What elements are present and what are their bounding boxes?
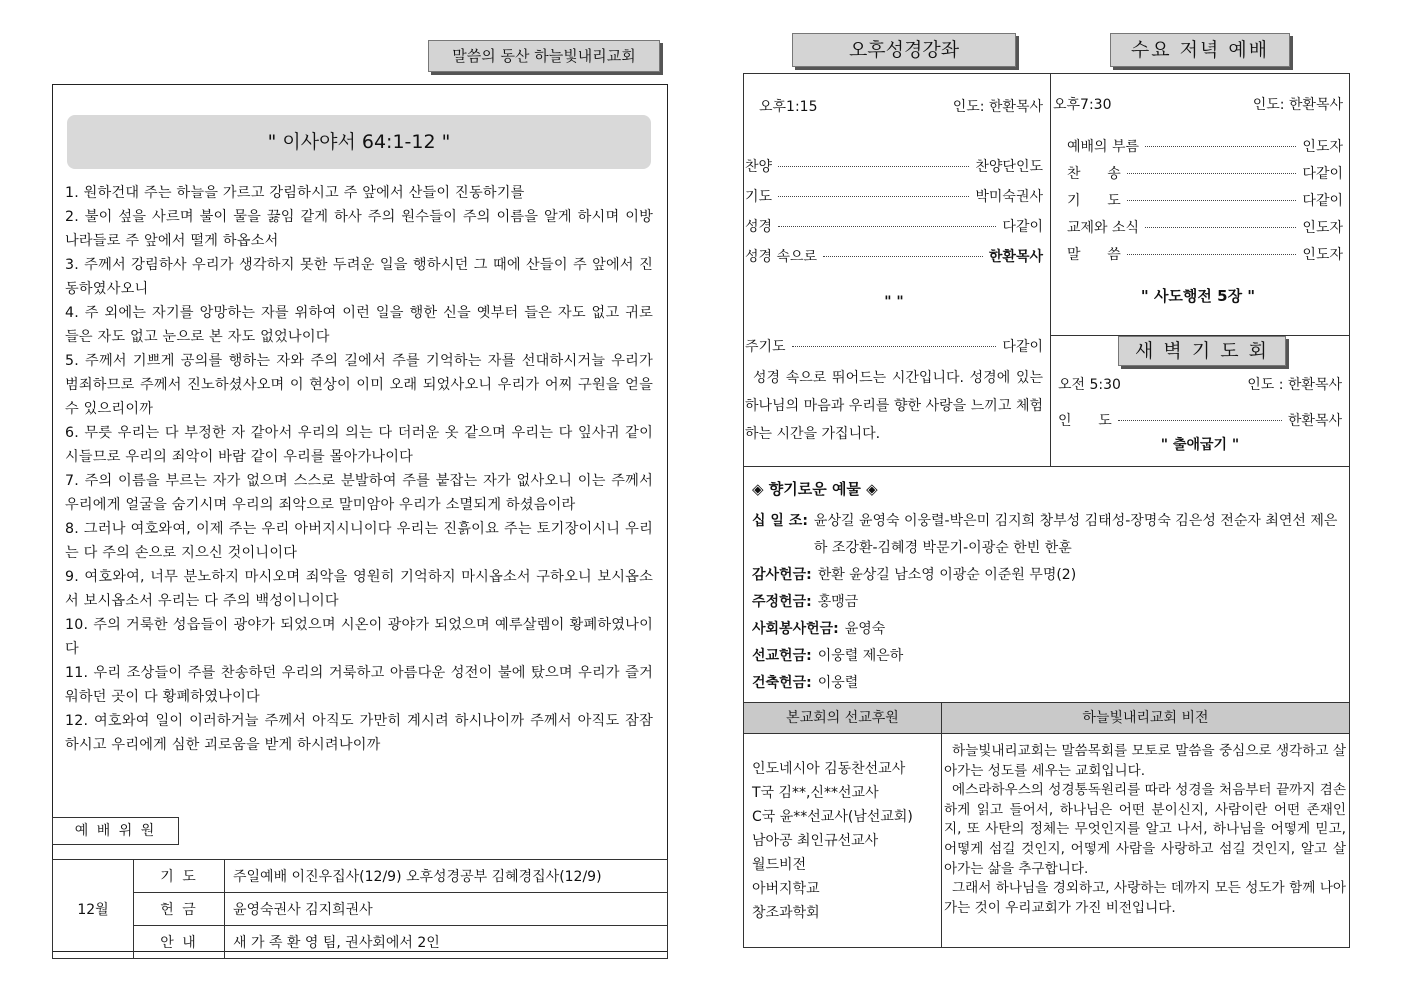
verse-1: 1. 원하건대 주는 하늘을 가르고 강림하시고 주 앞에서 산들이 진동하기를 bbox=[65, 185, 525, 201]
verse-6: 6. 무릇 우리는 다 부정한 자 같아서 우리의 의는 다 더러운 옷 같으며 우리는 다 잎사귀 같이 시들므로 우리의 죄악이 바람 같이 우리를 몰아가나이다 bbox=[65, 425, 653, 465]
verse-4: 4. 주 외에는 자기를 앙망하는 자를 위하여 이런 일을 행한 신을 옛부터 들은 자도 없고 귀로 들은 자도 없고 눈으로 본 자도 없었나이다 bbox=[65, 305, 653, 345]
scripture-title: " 이사야서 64:1-12 " bbox=[267, 131, 451, 153]
offering-row bbox=[752, 562, 1346, 589]
verse-2: 2. 불이 섶을 사르며 불이 물을 끓임 같게 하사 주의 원수들이 주의 이름을 알게 하시며 이방 나라들로 주 앞에서 떨게 하옵소서 bbox=[65, 209, 653, 249]
wednesday-sermon: " 사도행전 5장 " bbox=[1140, 287, 1256, 305]
vision-paragraph: 에스라하우스의 성경통독원리를 따라 성경을 처음부터 끝까지 겸손하게 읽고 들어서, 하나님은 어떤 분이신지, 사람이란 어떤 존재인지, 또 사탄의 정체는 무엇인지를 알고 나서, 하나님을 어떻게 믿고, 어떻게 섬길 것인지, 어떻게 사람을 사랑하고 섬길 것인지, 알고 살아가는 삶을 추구합니다. bbox=[944, 782, 1346, 877]
order-label: 예배의 부름 bbox=[1067, 139, 1140, 155]
mission-item: 인도네시아 김동찬선교사 bbox=[752, 761, 906, 777]
order-item bbox=[1058, 410, 1342, 436]
order-item bbox=[745, 186, 1043, 216]
order-label: 성경 속으로 bbox=[745, 249, 818, 265]
verse-5: 5. 주께서 기쁘게 공의를 행하는 자와 주의 길에서 주를 기억하는 자를 선대하시거늘 우리가 범죄하므로 주께서 진노하셨사오며 이 현상이 이미 오래 되었사오니 우리가 어찌 구원을 얻을 수 있으리이까 bbox=[65, 353, 653, 417]
order-value: 박미숙권사 bbox=[975, 189, 1043, 205]
dawn-title-badge: 새 벽 기 도 회 bbox=[1118, 336, 1286, 366]
verse-3: 3. 주께서 강림하사 우리가 생각하지 못한 두려운 일을 행하시던 그 때에 산들이 주 앞에서 진동하였사오니 bbox=[65, 257, 653, 297]
offering-label: 선교헌금: bbox=[752, 648, 812, 664]
offering-label: 감사헌금: bbox=[752, 567, 812, 583]
order-value: 다같이 bbox=[1002, 339, 1043, 355]
committee-role: 헌 금 bbox=[134, 893, 225, 926]
order-item bbox=[745, 246, 1043, 276]
wednesday-leader: 인도: 한환목사 bbox=[1252, 97, 1343, 113]
verse-12: 12. 여호와여 일이 이러하거늘 주께서 아직도 가만히 계시려 하시나이까 주께서 아직도 잠잠하시고 우리에게 심한 괴로움을 받게 하시려나이까 bbox=[65, 713, 653, 753]
dawn-time: 오전 5:30 bbox=[1058, 377, 1121, 393]
order-value: 인도자 bbox=[1302, 139, 1343, 155]
mission-vision-divider bbox=[941, 703, 942, 948]
wednesday-section bbox=[1053, 94, 1343, 306]
order-value: 다같이 bbox=[1002, 219, 1043, 235]
offering-label: 십 일 조: bbox=[752, 513, 808, 529]
verse-list bbox=[65, 181, 653, 757]
verse-7: 7. 주의 이름을 부르는 자가 없으며 스스로 분발하여 주를 붙잡는 자가 없사오니 이는 주께서 우리에게 얼굴을 숨기시며 우리의 죄악으로 말미암아 우리가 소멸되게 하셨음이라 bbox=[65, 473, 653, 513]
column-divider bbox=[1050, 73, 1051, 466]
offering-label: 사회봉사헌금: bbox=[752, 621, 839, 637]
offering-title: ◈ 향기로운 예물 ◈ bbox=[752, 480, 878, 498]
mission-item: 창조과학회 bbox=[752, 905, 820, 921]
afternoon-leader: 인도: 한환목사 bbox=[952, 99, 1043, 115]
order-item bbox=[745, 156, 1043, 186]
offering-label: 건축헌금: bbox=[752, 675, 812, 691]
mission-item: 월드비전 bbox=[752, 857, 807, 873]
offering-row bbox=[752, 508, 1346, 562]
order-label: 기 도 bbox=[1067, 193, 1121, 209]
committee-table bbox=[52, 859, 668, 959]
order-label: 교제와 소식 bbox=[1067, 220, 1140, 236]
order-label: 찬양 bbox=[745, 159, 773, 175]
verse-11: 11. 우리 조상들이 주를 찬송하던 우리의 거룩하고 아름다운 성전이 불에 탔으며 우리가 즐거워하던 곳이 다 황폐하였나이다 bbox=[65, 665, 653, 705]
order-value: 찬양단인도 bbox=[975, 159, 1043, 175]
committee-value: 주일예배 이진우집사(12/9) 오후성경공부 김혜경집사(12/9) bbox=[225, 860, 668, 893]
month-cell: 12월 bbox=[53, 860, 134, 959]
verse-9: 9. 여호와여, 너무 분노하지 마시오며 죄악을 영원히 기억하지 마시옵소서 구하오니 보시옵소서 보시옵소서 우리는 다 주의 백성이니이다 bbox=[65, 569, 653, 609]
committee-label: 예 배 위 원 bbox=[52, 817, 179, 845]
offering-row bbox=[752, 643, 1346, 670]
afternoon-section bbox=[745, 96, 1043, 448]
order-value: 한환목사 bbox=[1287, 413, 1342, 429]
order-value: 인도자 bbox=[1302, 247, 1343, 263]
offering-names: 윤영숙 bbox=[844, 621, 886, 637]
mission-item: 남아공 최인규선교사 bbox=[752, 833, 879, 849]
order-item bbox=[745, 216, 1043, 246]
dawn-section bbox=[1058, 374, 1342, 454]
order-label: 성경 bbox=[745, 219, 773, 235]
order-value: 다같이 bbox=[1302, 193, 1343, 209]
order-label: 찬 송 bbox=[1067, 166, 1121, 182]
dawn-sermon: " 출애굽기 " bbox=[1160, 437, 1240, 453]
committee-value: 윤영숙권사 김지희권사 bbox=[225, 893, 668, 926]
vision-text bbox=[944, 742, 1346, 918]
table-row bbox=[53, 926, 668, 959]
order-item bbox=[1067, 244, 1343, 271]
order-value: 다같이 bbox=[1302, 166, 1343, 182]
offering-names: 한환 윤상길 남소영 이광순 이준원 무명(2) bbox=[817, 567, 1077, 583]
wednesday-time: 오후7:30 bbox=[1053, 97, 1112, 113]
afternoon-quote: " " bbox=[884, 294, 904, 310]
vision-paragraph: 하늘빛내리교회는 말씀목회를 모토로 말씀을 중심으로 생각하고 살아가는 성도를 세우는 교회입니다. bbox=[944, 743, 1346, 779]
scripture-title-banner bbox=[67, 115, 651, 169]
mission-item: 아버지학교 bbox=[752, 881, 820, 897]
offering-section bbox=[752, 478, 1346, 697]
order-value: 인도자 bbox=[1302, 220, 1343, 236]
order-value: 한환목사 bbox=[988, 249, 1043, 265]
order-item bbox=[1067, 217, 1343, 244]
committee-role: 기 도 bbox=[134, 860, 225, 893]
scripture-panel bbox=[52, 84, 668, 952]
table-row bbox=[53, 860, 668, 893]
order-item bbox=[1067, 163, 1343, 190]
order-label: 주기도 bbox=[745, 339, 786, 355]
order-item bbox=[745, 336, 1043, 366]
offering-row bbox=[752, 670, 1346, 697]
mission-list bbox=[752, 757, 938, 925]
dawn-leader: 인도 : 한환목사 bbox=[1247, 377, 1342, 393]
verse-8: 8. 그러나 여호와여, 이제 주는 우리 아버지시니이다 우리는 진흙이요 주는 토기장이시니 우리는 다 주의 손으로 지으신 것이니이다 bbox=[65, 521, 653, 561]
order-item bbox=[1067, 136, 1343, 163]
wednesday-title-badge: 수요 저녁 예배 bbox=[1110, 33, 1290, 67]
offering-row bbox=[752, 616, 1346, 643]
afternoon-title-badge: 오후성경강좌 bbox=[792, 33, 1016, 67]
offering-row bbox=[752, 589, 1346, 616]
church-brand-badge: 말씀의 동산 하늘빛내리교회 bbox=[428, 40, 660, 72]
order-label: 말 씀 bbox=[1067, 247, 1121, 263]
table-row bbox=[53, 893, 668, 926]
verse-10: 10. 주의 거룩한 성읍들이 광야가 되었으며 시온이 광야가 되었으며 예루살렘이 황폐하였나이다 bbox=[65, 617, 653, 657]
committee-role: 안 내 bbox=[134, 926, 225, 959]
order-item bbox=[1067, 190, 1343, 217]
vision-paragraph: 그래서 하나님을 경외하고, 사랑하는 데까지 모든 성도가 함께 나아가는 것이 우리교회가 가진 비전입니다. bbox=[944, 880, 1346, 916]
mission-item: C국 윤**선교사(남선교회) bbox=[752, 809, 913, 825]
mission-item: T국 김**,신**선교사 bbox=[752, 785, 879, 801]
offering-names: 이웅렬 제은하 bbox=[817, 648, 904, 664]
section-divider bbox=[743, 466, 1350, 467]
committee-value: 새 가 족 환 영 팀, 권사회에서 2인 bbox=[225, 926, 668, 959]
offering-names: 윤상길 윤영숙 이웅렬-박은미 김지희 창부성 김태성-장명숙 김은성 전순자 최연선 제은하 조강환-김혜경 박문기-이광순 한빈 한훈 bbox=[813, 513, 1338, 556]
afternoon-time: 오후1:15 bbox=[759, 99, 818, 115]
afternoon-description: 성경 속으로 뛰어드는 시간입니다. 성경에 있는 하나님의 마음과 우리를 향한 사랑을 느끼고 체험하는 시간을 가집니다. bbox=[745, 370, 1043, 442]
mission-header: 본교회의 선교후원 bbox=[744, 703, 941, 734]
offering-label: 주정헌금: bbox=[752, 594, 812, 610]
vision-header: 하늘빛내리교회 비전 bbox=[942, 703, 1349, 734]
order-label: 기도 bbox=[745, 189, 773, 205]
order-label: 인 도 bbox=[1058, 413, 1112, 429]
offering-names: 이웅렬 bbox=[817, 675, 859, 691]
offering-names: 홍맹금 bbox=[817, 594, 859, 610]
